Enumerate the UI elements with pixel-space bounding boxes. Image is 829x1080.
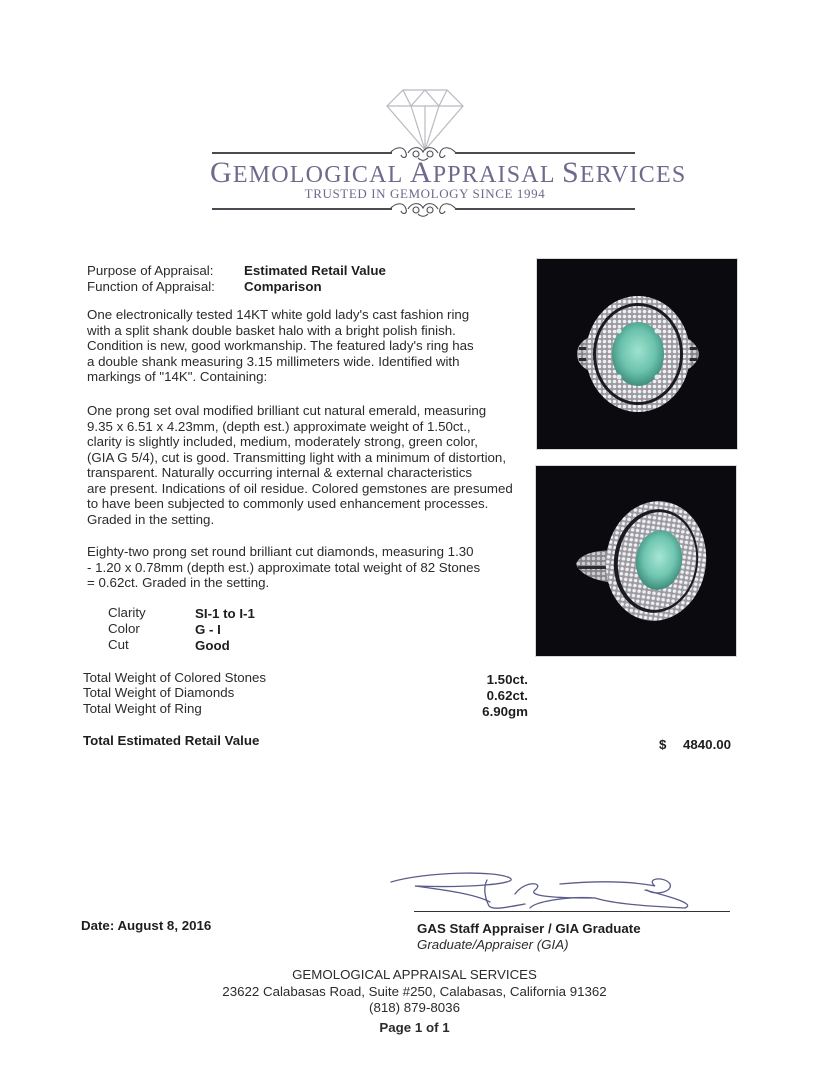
description-line: with a split shank double basket halo with a bright polish finish. [87,322,456,338]
footer-address: 23622 Calabasas Road, Suite #250, Calabasas, California 91362 [222,984,607,999]
description-line: are present. Indications of oil residue. Colored gemstones are presumed [87,480,513,496]
grade-value-cut: Good [195,638,230,653]
grade-label-cut: Cut [108,637,129,652]
appraiser-title: GAS Staff Appraiser / GIA Graduate [417,921,641,936]
flourish-ornament-icon [388,200,458,218]
function-value: Comparison [244,279,322,294]
total-label-diamonds: Total Weight of Diamonds [83,685,235,700]
ring-photo-angle [535,465,737,657]
appraisal-date: Date: August 8, 2016 [81,918,212,933]
description-line: 9.35 x 6.51 x 4.23mm, (depth est.) approximate weight of 1.50ct., [87,418,471,434]
grade-value-color: G - I [195,622,221,637]
description-line: to have been subjected to commonly used enhancement processes. [87,496,489,511]
grade-label-color: Color [108,621,140,636]
description-line: a double shank measuring 3.15 millimeters wide. Identified with [87,353,460,369]
total-value-diamonds: 0.62ct. [486,688,528,703]
footer-phone: (818) 879-8036 [369,1000,460,1015]
ring-photo-front [536,258,738,450]
description-line: clarity is slightly included, medium, moderately strong, green color, [87,434,478,449]
company-logo-title: GEMOLOGICAL APPRAISAL SERVICES [210,156,687,189]
description-line: - 1.20 x 0.78mm (depth est.) approximate total weight of 82 Stones [87,559,481,575]
description-line: One electronically tested 14KT white gold lady's cast fashion ring [87,307,470,322]
purpose-value: Estimated Retail Value [244,263,386,278]
diamond-description [87,544,527,591]
total-label-ring: Total Weight of Ring [83,701,202,716]
description-line: One prong set oval modified brilliant cut natural emerald, measuring [87,403,487,418]
footer-company: GEMOLOGICAL APPRAISAL SERVICES [292,967,537,982]
total-value-colored-stones: 1.50ct. [486,672,528,687]
description-line: transparent. Naturally occurring internal & external characteristics [87,465,473,480]
description-line: Condition is new, good workmanship. The featured lady's ring has [87,338,474,353]
company-tagline: TRUSTED IN GEMOLOGY SINCE 1994 [304,186,546,201]
purpose-label: Purpose of Appraisal: [87,263,214,278]
description-line: Eighty-two prong set round brilliant cut diamonds, measuring 1.30 [87,544,474,559]
diamond-icon [385,86,465,152]
signature-line [414,911,730,912]
header-rule [455,152,635,154]
page-number: Page 1 of 1 [379,1020,450,1035]
description-line: markings of "14K". Containing: [87,369,268,384]
ring-description [87,307,527,385]
appraiser-subtitle: Graduate/Appraiser (GIA) [417,937,569,952]
header-rule [455,208,635,210]
total-value-ring: 6.90gm [482,704,528,719]
description-line: Graded in the setting. [87,511,215,527]
retail-value-label: Total Estimated Retail Value [83,733,260,748]
description-line: = 0.62ct. Graded in the setting. [87,575,270,590]
grade-value-clarity: SI-1 to I-1 [195,606,255,621]
retail-value-currency: $ [659,737,667,752]
description-line: (GIA G 5/4), cut is good. Transmitting light with a minimum of distortion, [87,449,507,465]
function-label: Function of Appraisal: [87,279,215,294]
total-label-colored-stones: Total Weight of Colored Stones [83,670,267,685]
appraiser-signature [385,868,725,916]
retail-value-amount: 4840.00 [683,737,732,752]
emerald-description [87,403,532,527]
header-rule [212,152,392,154]
grade-label-clarity: Clarity [108,605,146,620]
header-rule [212,208,392,210]
